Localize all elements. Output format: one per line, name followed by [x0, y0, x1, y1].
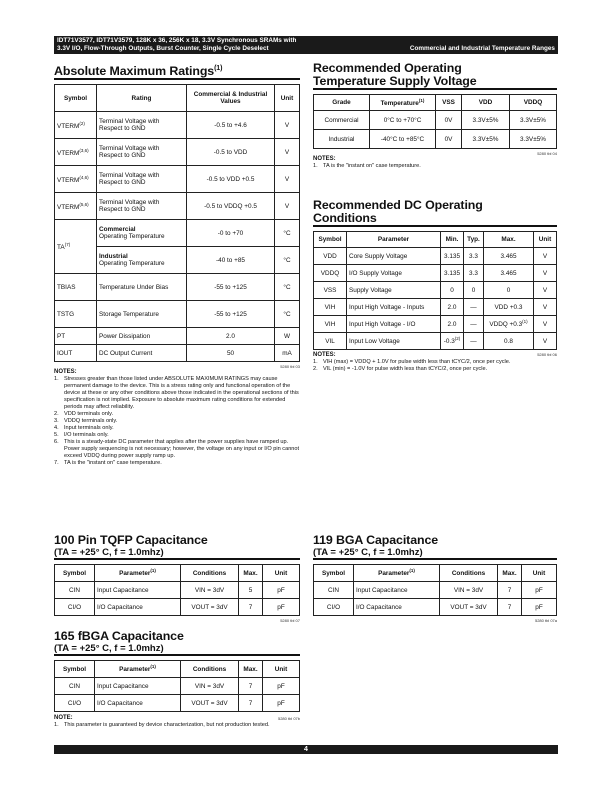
tqfp-table: Symbol Parameter$^{(1)}$ Conditions Max. Unit CIN Input Capacitance VIN = 3dV 5 pF CI/O I/O Capacitance VOUT = 3dV 7 pF — [54, 564, 300, 616]
tqfp-capacitance-section: 100 Pin TQFP Capacitance (TA = +25° C, f = 1.0mhz) Symbol Parameter$^{(1)}$ Conditions Max. Unit CIN Input Capacitance VIN = 3dV 5 pF CI/O I/O Capacitance VOUT = 3dV 7 pF 5280 tbl 07 — [54, 533, 300, 623]
fbga165-capacitance-section — [54, 630, 300, 729]
amr-table — [54, 84, 300, 362]
rdc-title-1: Recommended DC Operating — [313, 198, 483, 212]
header-right: Commercial and Industrial Temperature Ranges — [409, 45, 555, 52]
table-row: VTERM$^{(4,6)}$ Terminal Voltage with Respect to GND -0.5 to VDD +0.5 V — [55, 166, 300, 193]
rec-op-temp-section: Recommended Operating Temperature Supply Voltage Grade Temperature$^{(1)}$ VSS VDD VDDQ Commercial 0°C to +70°C 0V 3.3V±5% 3.3V±5% Industrial -40°C to +85°C 0V 3.3V±5% 3.3V±5% 5280 tbl 04 NOTES: 1. TA is the "instant on" case temperature. — [313, 61, 557, 169]
rec-dc-section: Recommended DC Operating Conditions Symbol Parameter Min. Typ. Max. Unit VDD Core Supply Voltage 3.135 3.3 3.465 V VDDQ I/O Supply Voltage 3.135 3.3 3.465 V VSS Supply Voltage 0 0 0 V VIH Input High Voltage - Inputs 2.0 — VDD +0.3 V VIH Input High Voltage - I/O 2.0 — VDDQ $+0.3^{(1)}$ V VIL Input Low Voltage -0.3$^{(2)}$ — 0.8 V 5280 tbl 06 NOTES: 1. VIH (max) = VDDQ + 1.0V for pulse width less than tCYC/2, once per cycle. 2. VIL (min) = -1.0V for pulse width less than tCYC/2, once per cycle. — [313, 198, 557, 372]
note-item: 2. VDD terminals only. — [54, 411, 114, 418]
table-row: VDDQ I/O Supply Voltage 3.135 3.3 3.465 V — [314, 265, 557, 282]
table-row: CI/O I/O Capacitance VOUT = 3dV 7 pF — [55, 599, 300, 616]
header-line-1: IDT71V3577, IDT71V3579, 128K x 36, 256K x 18, 3.3V Synchronous SRAMs with — [57, 37, 297, 44]
table-row: Commercial 0°C to +70°C 0V 3.3V±5% 3.3V±5% — [314, 111, 557, 130]
note-item: 1. This parameter is guaranteed by device characterization, but not production tested. — [54, 722, 270, 728]
note-item: 1. TA is the "instant on" case temperature. — [313, 163, 421, 169]
rdc-notes: NOTES: 1. VIH (max) = VDDQ + 1.0V for pulse width less than tCYC/2, once per cycle. 2. VIL (min) = -1.0V for pulse width less than tCYC/2, once per cycle. — [313, 352, 557, 373]
rot-title-1: Recommended Operating — [313, 61, 462, 75]
table-row: TA$^{(7)}$ Commercial Operating Temperature -0 to +70 °C — [55, 220, 300, 247]
fbga165-subtitle: (TA = +25° C, f = 1.0mhz) — [54, 643, 300, 656]
table-row: VIL Input Low Voltage -0.3$^{(2)}$ — 0.8 V — [314, 333, 557, 350]
note-item: 4. Input terminals only. — [54, 425, 114, 432]
table-row: VIH Input High Voltage - Inputs 2.0 — VDD +0.3 V — [314, 299, 557, 316]
header-line-2: 3.3V I/O, Flow-Through Outputs, Burst Counter, Single Cycle Deselect — [57, 45, 269, 52]
amr-header-values: Commercial & Industrial Values — [187, 85, 275, 112]
rot-table: Grade Temperature$^{(1)}$ VSS VDD VDDQ Commercial 0°C to +70°C 0V 3.3V±5% 3.3V±5% Industrial -40°C to +85°C 0V 3.3V±5% 3.3V±5% — [313, 94, 557, 149]
amr-header-symbol: Symbol — [55, 85, 97, 112]
table-row: CIN Input Capacitance VIN = 3dV 7 pF — [55, 678, 300, 695]
table-row: VSS Supply Voltage 0 0 0 V — [314, 282, 557, 299]
table-row: Industrial -40°C to +85°C 0V 3.3V±5% 3.3V±5% — [314, 130, 557, 149]
note-item: 7. TA is the "instant on" case temperature. — [54, 460, 162, 467]
tqfp-title: 100 Pin TQFP Capacitance — [54, 533, 208, 547]
table-row: CI/O I/O Capacitance VOUT = 3dV 7 pF — [55, 695, 300, 712]
table-row: TBIAS Temperature Under Bias -55 to +125 °C — [55, 274, 300, 301]
table-row: VTERM$^{(2)}$ Terminal Voltage with Respect to GND -0.5 to +4.6 V — [55, 112, 300, 139]
rot-notes: NOTES: 1. TA is the "instant on" case temperature. — [313, 156, 557, 170]
table-row: TSTG Storage Temperature -55 to +125 °C — [55, 301, 300, 328]
table-row: CIN Input Capacitance VIN = 3dV 7 pF — [314, 582, 557, 599]
tqfp-subtitle: (TA = +25° C, f = 1.0mhz) — [54, 547, 300, 560]
amr-title: Absolute Maximum Ratings$^{(1)}$ — [54, 62, 300, 80]
note-item: 6. This is a steady-state DC parameter that applies after the power supplies have ramped up. Power supply sequencing is not necessary; however, the voltage on any input or I/O pin cannot exceed VDDQ during power supply ramp up. — [54, 439, 300, 460]
table-row: VTERM$^{(3,6)}$ Terminal Voltage with Respect to GND -0.5 to VDD V — [55, 139, 300, 166]
rdc-title-2: Conditions — [313, 212, 557, 227]
bga119-subtitle: (TA = +25° C, f = 1.0mhz) — [313, 547, 557, 560]
page-footer — [54, 745, 558, 754]
document-header — [54, 36, 558, 54]
fbga165-title: 165 fBGA Capacitance — [54, 629, 184, 643]
table-row: VDD Core Supply Voltage 3.135 3.3 3.465 V — [314, 248, 557, 265]
fbga165-notes: NOTE: 5280 tbl 07b 1. This parameter is guaranteed by device characterization, but not production tested. — [54, 715, 300, 729]
bga119-table: Symbol Parameter$^{(1)}$ Conditions Max. Unit CIN Input Capacitance VIN = 3dV 7 pF CI/O I/O Capacitance VOUT = 3dV 7 pF — [313, 564, 557, 616]
rot-title-2: Temperature Supply Voltage — [313, 75, 557, 90]
bga119-capacitance-section: 119 BGA Capacitance (TA = +25° C, f = 1.0mhz) Symbol Parameter$^{(1)}$ Conditions Max. Unit CIN Input Capacitance VIN = 3dV 7 pF CI/O I/O Capacitance VOUT = 3dV 7 pF 5280 tbl 07a — [313, 533, 557, 623]
fbga165-table: Symbol Parameter$^{(1)}$ Conditions Max. Unit CIN Input Capacitance VIN = 3dV 7 pF CI/O I/O Capacitance VOUT = 3dV 7 pF — [54, 660, 300, 712]
absolute-max-ratings-section — [54, 62, 300, 467]
note-item: 3. VDDQ terminals only. — [54, 418, 118, 425]
table-row: PT Power Dissipation 2.0 W — [55, 328, 300, 345]
table-row: VIH Input High Voltage - I/O 2.0 — VDDQ $+0.3^{(1)}$ V — [314, 316, 557, 333]
table-row: VTERM$^{(5,6)}$ Terminal Voltage with Respect to GND -0.5 to VDDQ +0.5 V — [55, 193, 300, 220]
note-item: 2. VIL (min) = -1.0V for pulse width less than tCYC/2, once per cycle. — [313, 366, 488, 372]
amr-notes: NOTES: 1. Stresses greater than those listed under ABSOLUTE MAXIMUM RATINGS may cause permanent damage to the device. This is a stress rating only and functional operation of the device at these or any other conditions above those indicated in the operational sections of this specification is not implied. Exposure to absolute maximum rating conditions for extended periods may affect reliability. 2. VDD terminals only. 3. VDDQ terminals only. 4. Input terminals only. 5. I/O terminals only. 6. This is a steady-state DC parameter that applies after the power supplies have ramped up. Power supply sequencing is not necessary; however, the voltage on any input or I/O pin cannot exceed VDDQ during power supply ramp up. 7. TA is the "instant on" case temperature. — [54, 369, 300, 467]
table-row: Industrial Operating Temperature -40 to +85 °C — [55, 247, 300, 274]
table-row: CIN Input Capacitance VIN = 3dV 5 pF — [55, 582, 300, 599]
note-item: 5. I/O terminals only. — [54, 432, 109, 439]
rdc-table: Symbol Parameter Min. Typ. Max. Unit VDD Core Supply Voltage 3.135 3.3 3.465 V VDDQ I/O Supply Voltage 3.135 3.3 3.465 V VSS Supply Voltage 0 0 0 V VIH Input High Voltage - Inputs 2.0 — VDD +0.3 V VIH Input High Voltage - I/O 2.0 — VDDQ $+0.3^{(1)}$ V VIL Input Low Voltage -0.3$^{(2)}$ — 0.8 V — [313, 231, 557, 350]
bga119-title: 119 BGA Capacitance — [313, 533, 439, 547]
page-number: 4 — [304, 746, 308, 753]
amr-header-rating: Rating — [97, 85, 187, 112]
amr-table-id: 5280 tbl 03 — [280, 364, 300, 370]
note-item: 1. VIH (max) = VDDQ + 1.0V for pulse width less than tCYC/2, once per cycle. — [313, 359, 511, 365]
amr-header-unit: Unit — [275, 85, 300, 112]
table-row: IOUT DC Output Current 50 mA — [55, 345, 300, 362]
note-item: 1. Stresses greater than those listed under ABSOLUTE MAXIMUM RATINGS may cause permanent damage to the device. This is a stress rating only and functional operation of the device at these or any other conditions above those indicated in the operational sections of this specification is not implied. Exposure to absolute maximum rating conditions for extended periods may affect reliability. — [54, 376, 299, 411]
table-row: CI/O I/O Capacitance VOUT = 3dV 7 pF — [314, 599, 557, 616]
